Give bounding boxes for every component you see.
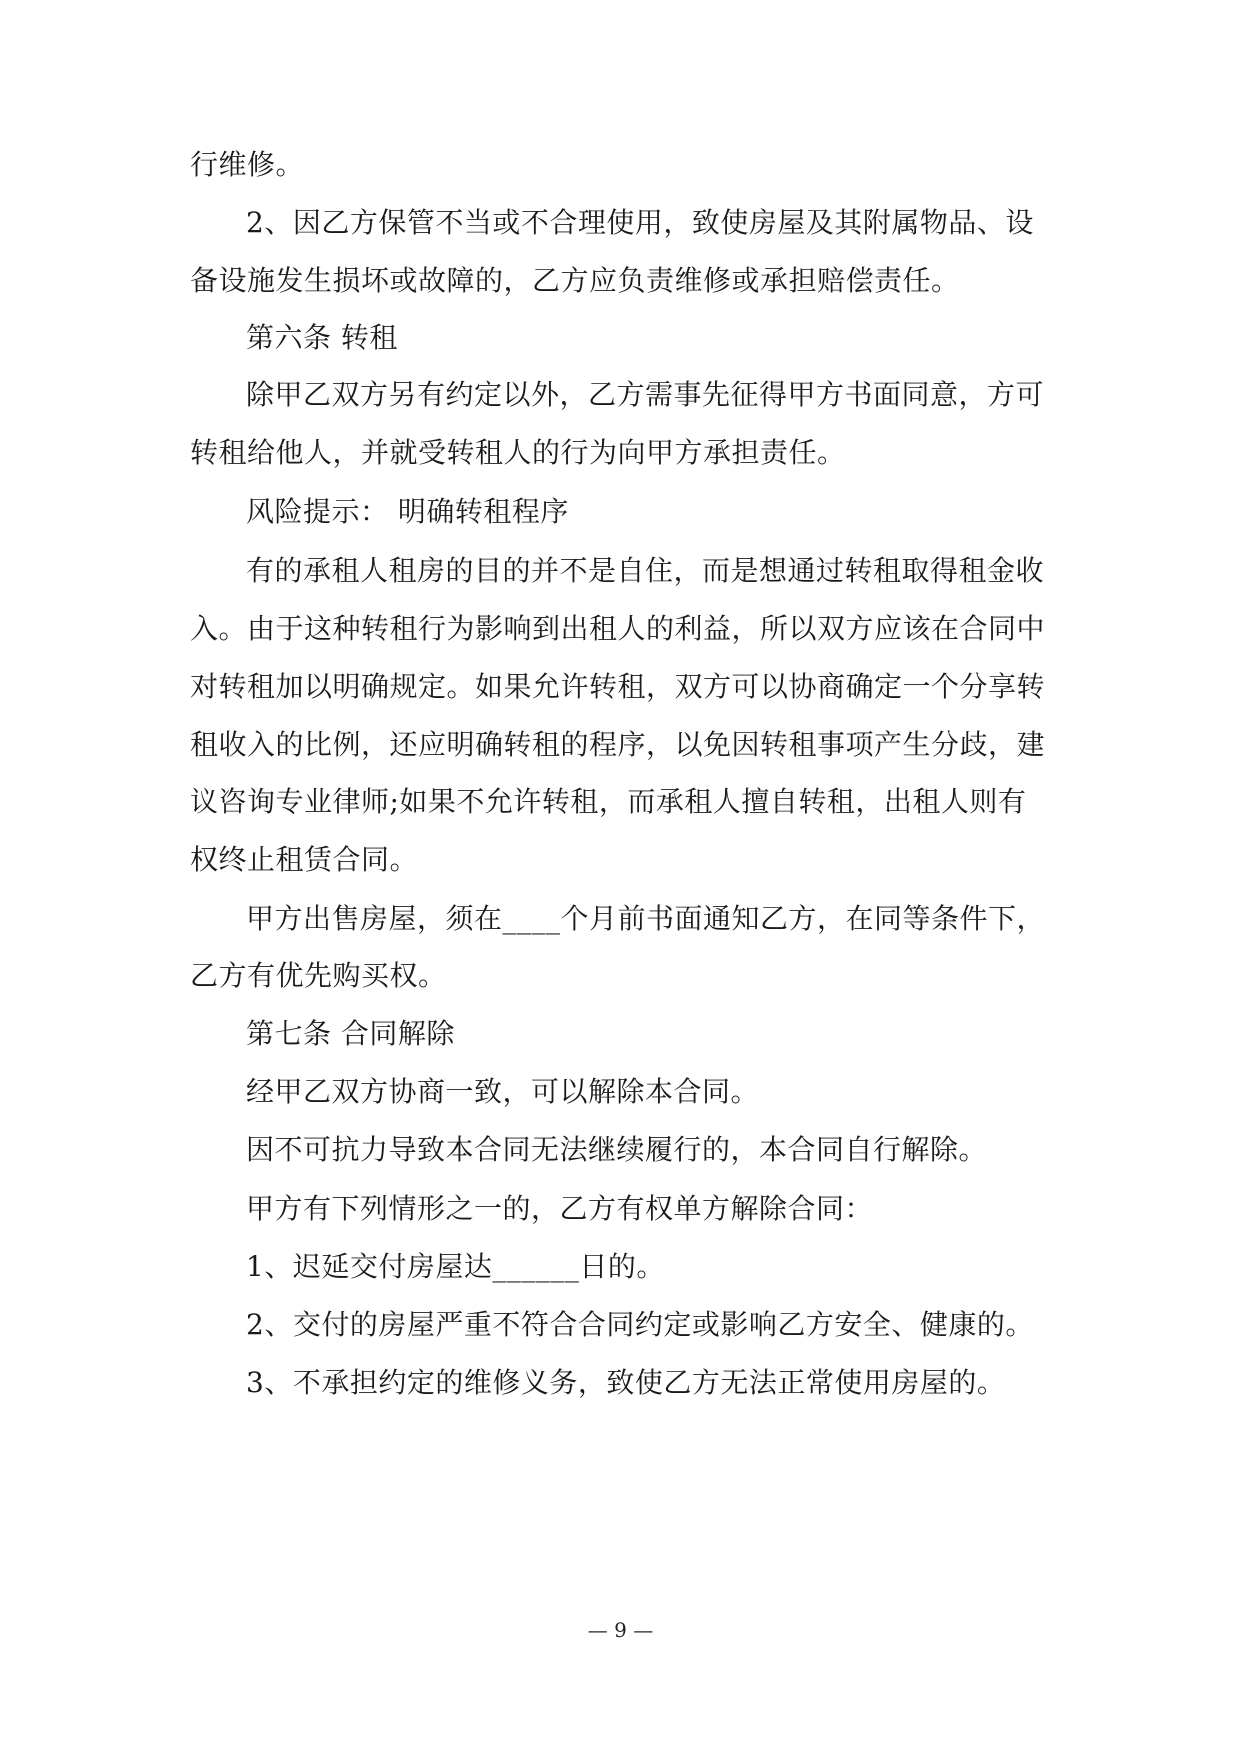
list-item: 1、迟延交付房屋达______日的。 bbox=[246, 1250, 665, 1283]
text-line: 行维修。 bbox=[190, 148, 305, 181]
text-line: 权终止租赁合同。 bbox=[190, 843, 419, 876]
section-heading-article-6: 第六条 转租 bbox=[246, 321, 398, 354]
list-item: 3、不承担约定的维修义务，致使乙方无法正常使用房屋的。 bbox=[246, 1366, 1006, 1399]
text-line: 议咨询专业律师;如果不允许转租，而承租人擅自转租，出租人则有 bbox=[190, 785, 1027, 818]
text-line: 对转租加以明确规定。如果允许转租，双方可以协商确定一个分享转 bbox=[190, 670, 1046, 703]
text-line: 入。由于这种转租行为影响到出租人的利益，所以双方应该在合同中 bbox=[190, 612, 1046, 645]
text-line: 备设施发生损坏或故障的，乙方应负责维修或承担赔偿责任。 bbox=[190, 264, 960, 297]
text-line: 转租给他人，并就受转租人的行为向甲方承担责任。 bbox=[190, 436, 846, 469]
page-number: — 9 — bbox=[587, 1618, 654, 1642]
text-line: 乙方有优先购买权。 bbox=[190, 959, 447, 992]
text-line: 经甲乙双方协商一致，可以解除本合同。 bbox=[246, 1075, 760, 1108]
text-line: 甲方出售房屋，须在____个月前书面通知乙方，在同等条件下， bbox=[246, 902, 1046, 935]
section-heading-article-7: 第七条 合同解除 bbox=[246, 1017, 455, 1050]
text-line: 因不可抗力导致本合同无法继续履行的，本合同自行解除。 bbox=[246, 1133, 988, 1166]
text-line: 甲方有下列情形之一的，乙方有权单方解除合同： bbox=[246, 1192, 874, 1225]
risk-tip-heading: 风险提示： 明确转租程序 bbox=[246, 495, 569, 528]
text-line: 2、因乙方保管不当或不合理使用，致使房屋及其附属物品、设 bbox=[246, 206, 1034, 239]
text-line: 有的承租人租房的目的并不是自住，而是想通过转租取得租金收 bbox=[246, 554, 1045, 587]
list-item: 2、交付的房屋严重不符合合同约定或影响乙方安全、健康的。 bbox=[246, 1308, 1034, 1341]
text-line: 租收入的比例，还应明确转租的程序，以免因转租事项产生分歧，建 bbox=[190, 728, 1046, 761]
text-line: 除甲乙双方另有约定以外，乙方需事先征得甲方书面同意，方可 bbox=[246, 378, 1045, 411]
